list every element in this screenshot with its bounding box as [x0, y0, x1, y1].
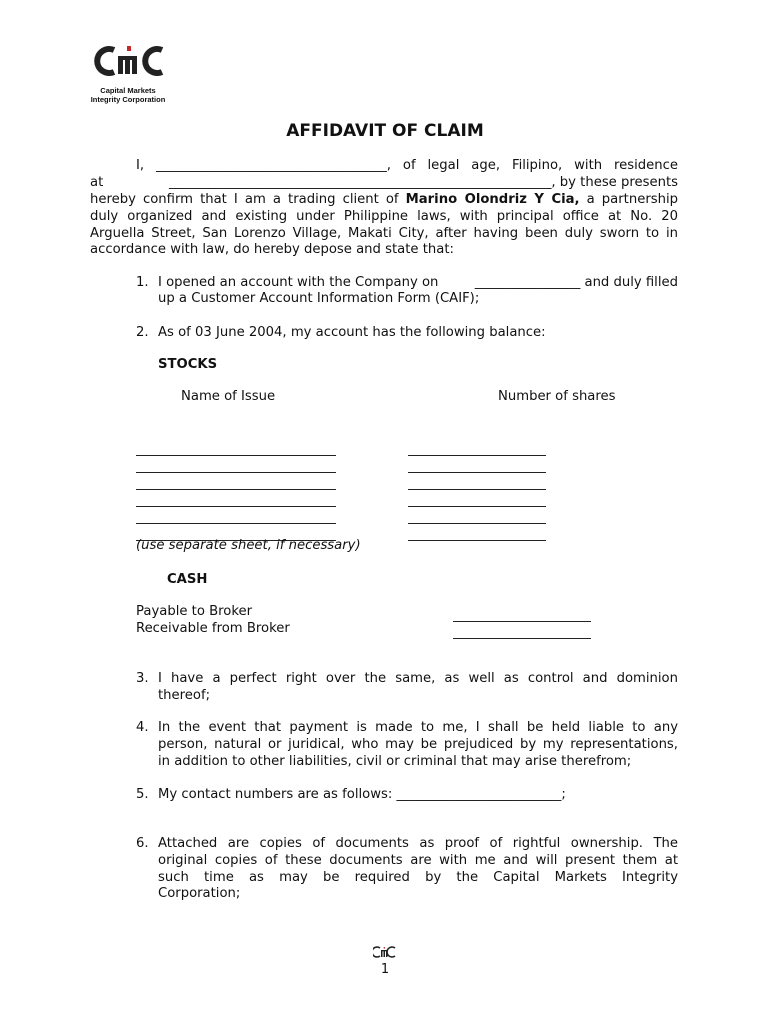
intro-line-6: accordance with law, do hereby depose and state that:: [90, 242, 454, 257]
footer-cmic-logo: [373, 946, 397, 958]
item-3-line-2: thereof;: [158, 688, 211, 703]
item-number: 3.: [136, 671, 149, 686]
shares-blank-line: [408, 472, 546, 473]
issue-blank-line: [136, 489, 336, 490]
intro-line-1: I, ___________________________________, of legal age, Filipino, with residence: [136, 158, 678, 173]
shares-blank-line: [408, 506, 546, 507]
intro-line-3: hereby confirm that I am a trading client of Marino Olondriz Y Cia, a partnership: [90, 192, 678, 207]
address-blank: __________________________________________________________: [168, 175, 552, 190]
stocks-col-issue: Name of Issue: [181, 389, 276, 404]
page-number: 1: [380, 962, 390, 977]
stocks-heading: STOCKS: [158, 357, 218, 372]
item-5-text: My contact numbers are as follows: _________________________;: [158, 787, 566, 802]
payable-blank-line: [453, 621, 591, 622]
date-blank: ________________: [474, 275, 581, 290]
cash-heading: CASH: [167, 572, 208, 587]
logo-subtitle: Capital Markets Integrity Corporation: [90, 86, 166, 104]
item-number: 5.: [136, 787, 149, 802]
shares-blank-line: [408, 455, 546, 456]
item-number: 2.: [136, 325, 149, 340]
item-4-line-3: in addition to other liabilities, civil or criminal that may arise therefrom;: [158, 754, 632, 769]
item-number: 6.: [136, 836, 149, 851]
issue-blank-line: [136, 523, 336, 524]
shares-blank-line: [408, 540, 546, 541]
intro-line-4: duly organized and existing under Philippine laws, with principal office at No. 20: [90, 209, 678, 224]
intro-line-5: Arguella Street, San Lorenzo Village, Makati City, after having been duly sworn to in: [90, 226, 678, 241]
item-6-line-2: original copies of these documents are with me and will present them at: [158, 853, 678, 868]
receivable-label: Receivable from Broker: [136, 621, 290, 636]
item-4-line-2: person, natural or juridical, who may be prejudiced by my representations,: [158, 737, 678, 752]
item-number: 1.: [136, 275, 149, 290]
item-6-line-4: Corporation;: [158, 886, 241, 901]
name-blank: ___________________________________: [156, 158, 387, 173]
shares-blank-line: [408, 523, 546, 524]
issue-blank-line: [136, 506, 336, 507]
item-4-line-1: In the event that payment is made to me, I shall be held liable to any: [158, 720, 678, 735]
item-1-line-1: I opened an account with the Company on ________________ and duly filled: [158, 275, 678, 290]
issue-blank-line: [136, 472, 336, 473]
item-1-line-2: up a Customer Account Information Form (CAIF);: [158, 291, 480, 306]
contact-blank: _________________________: [396, 787, 562, 802]
cmic-logo: [94, 44, 168, 78]
issue-blank-line: [136, 455, 336, 456]
payable-label: Payable to Broker: [136, 604, 253, 619]
item-2-text: As of 03 June 2004, my account has the following balance:: [158, 325, 546, 340]
document-title: AFFIDAVIT OF CLAIM: [286, 121, 484, 141]
item-3-line-1: I have a perfect right over the same, as well as control and dominion: [158, 671, 678, 686]
broker-name: Marino Olondriz Y Cia,: [405, 192, 580, 207]
item-6-line-3: such time as may be required by the Capital Markets Integrity: [158, 870, 678, 885]
intro-line-2: at __________________________________________________________, by these presents: [90, 175, 678, 190]
item-number: 4.: [136, 720, 149, 735]
separate-sheet-note: (use separate sheet, if necessary): [136, 538, 361, 553]
item-6-line-1: Attached are copies of documents as proof of rightful ownership. The: [158, 836, 678, 851]
stocks-col-shares: Number of shares: [498, 389, 616, 404]
shares-blank-line: [408, 489, 546, 490]
receivable-blank-line: [453, 638, 591, 639]
